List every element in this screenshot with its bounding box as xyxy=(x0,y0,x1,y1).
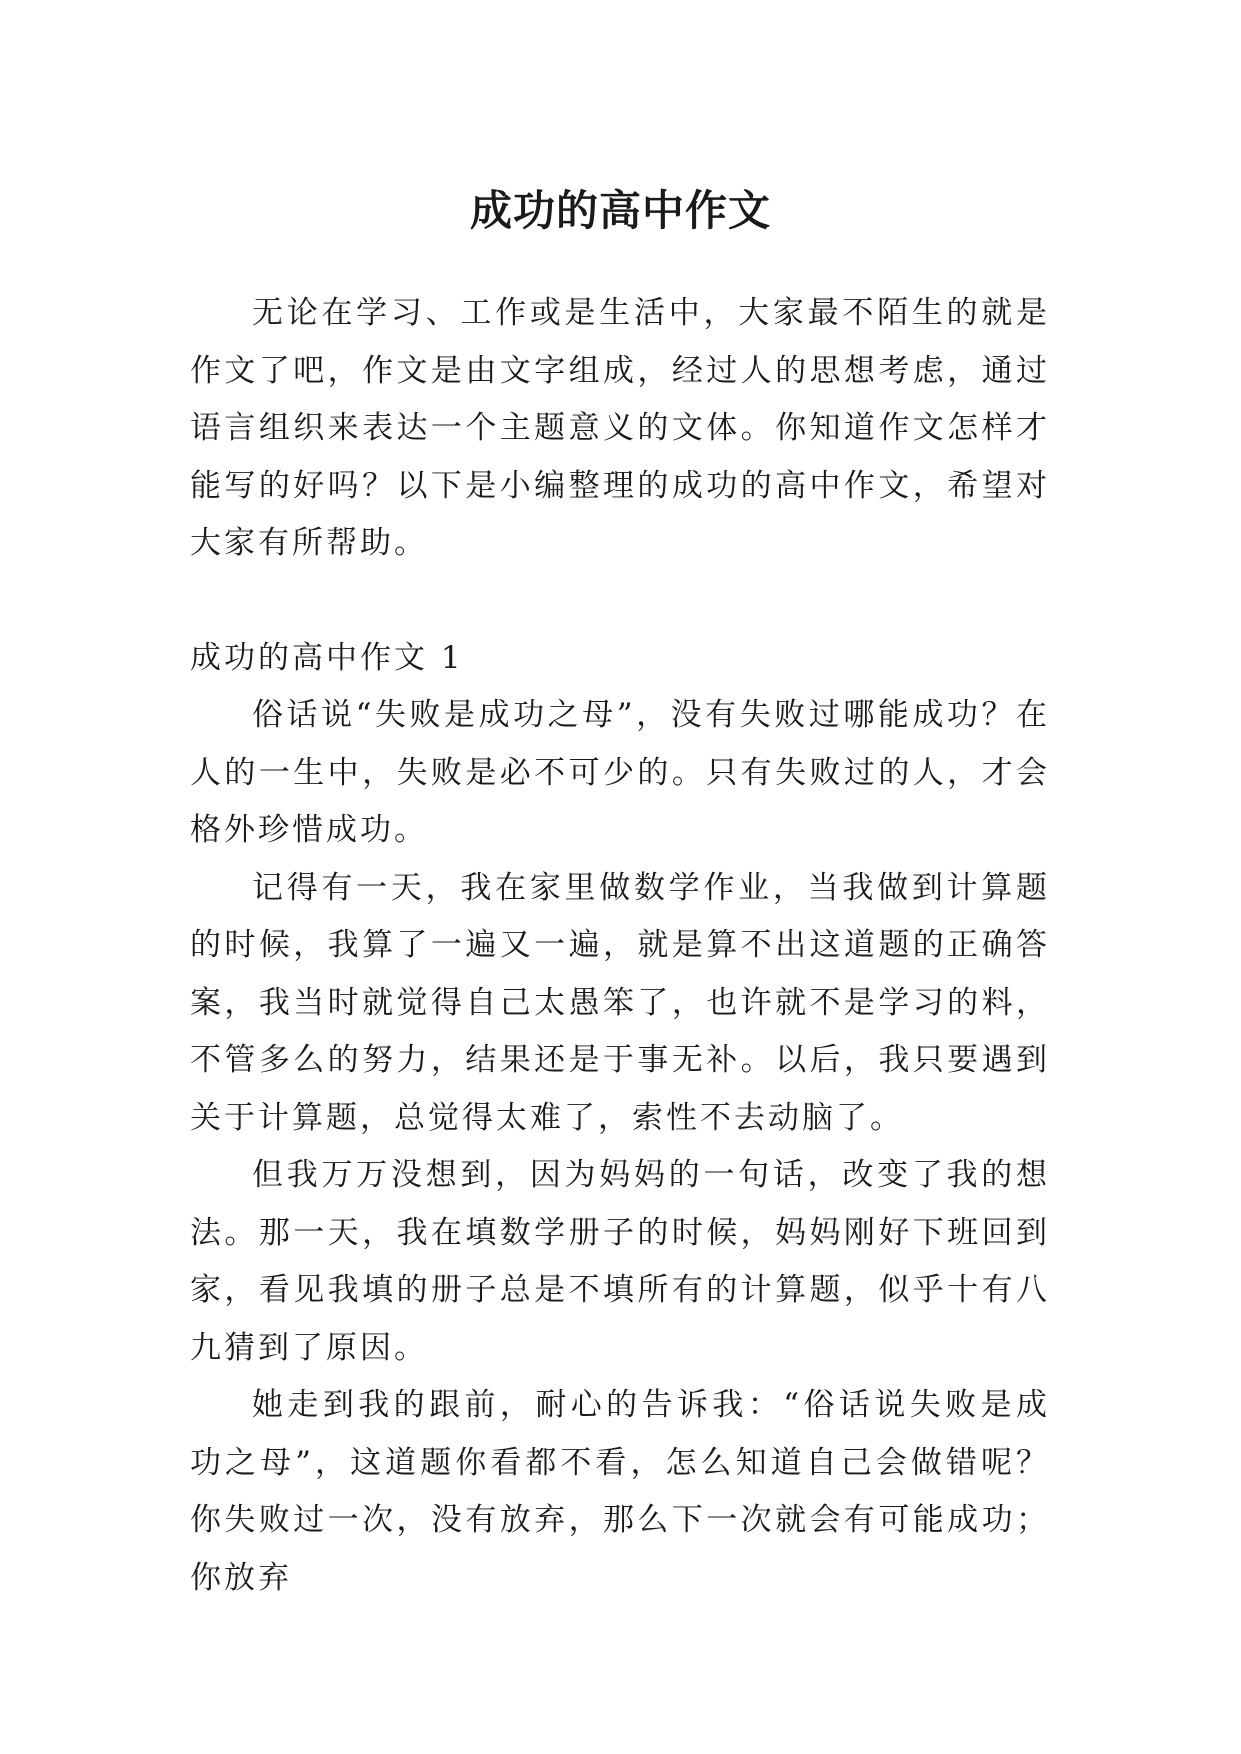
document-title: 成功的高中作文 xyxy=(469,186,771,236)
document-body xyxy=(190,285,1050,1607)
body-paragraph: 俗话说“失败是成功之母”，没有失败过哪能成功？在人的一生中，失败是必不可少的。只有失败过的人，才会格外珍惜成功。 xyxy=(190,697,1050,848)
section-heading: 成功的高中作文 1 xyxy=(190,639,464,676)
body-paragraph: 她走到我的跟前，耐心的告诉我：“俗话说失败是成功之母”，这道题你看都不看，怎么知道自己会做错呢？你失败过一次，没有放弃，那么下一次就会有可能成功；你放弃 xyxy=(190,1387,1050,1596)
intro-paragraph: 无论在学习、工作或是生活中，大家最不陌生的就是作文了吧，作文是由文字组成，经过人的思想考虑，通过语言组织来表达一个主题意义的文体。你知道作文怎样才能写的好吗？以下是小编整理的成功的高中作文，希望对大家有所帮助。 xyxy=(190,295,1050,561)
body-paragraph: 记得有一天，我在家里做数学作业，当我做到计算题的时候，我算了一遍又一遍，就是算不出这道题的正确答案，我当时就觉得自己太愚笨了，也许就不是学习的料，不管多么的努力，结果还是于事无补。以后，我只要遇到关于计算题，总觉得太难了，索性不去动脑了。 xyxy=(190,869,1050,1136)
body-paragraph: 但我万万没想到，因为妈妈的一句话，改变了我的想法。那一天，我在填数学册子的时候，妈妈刚好下班回到家，看见我填的册子总是不填所有的计算题，似乎十有八九猜到了原因。 xyxy=(190,1157,1050,1366)
